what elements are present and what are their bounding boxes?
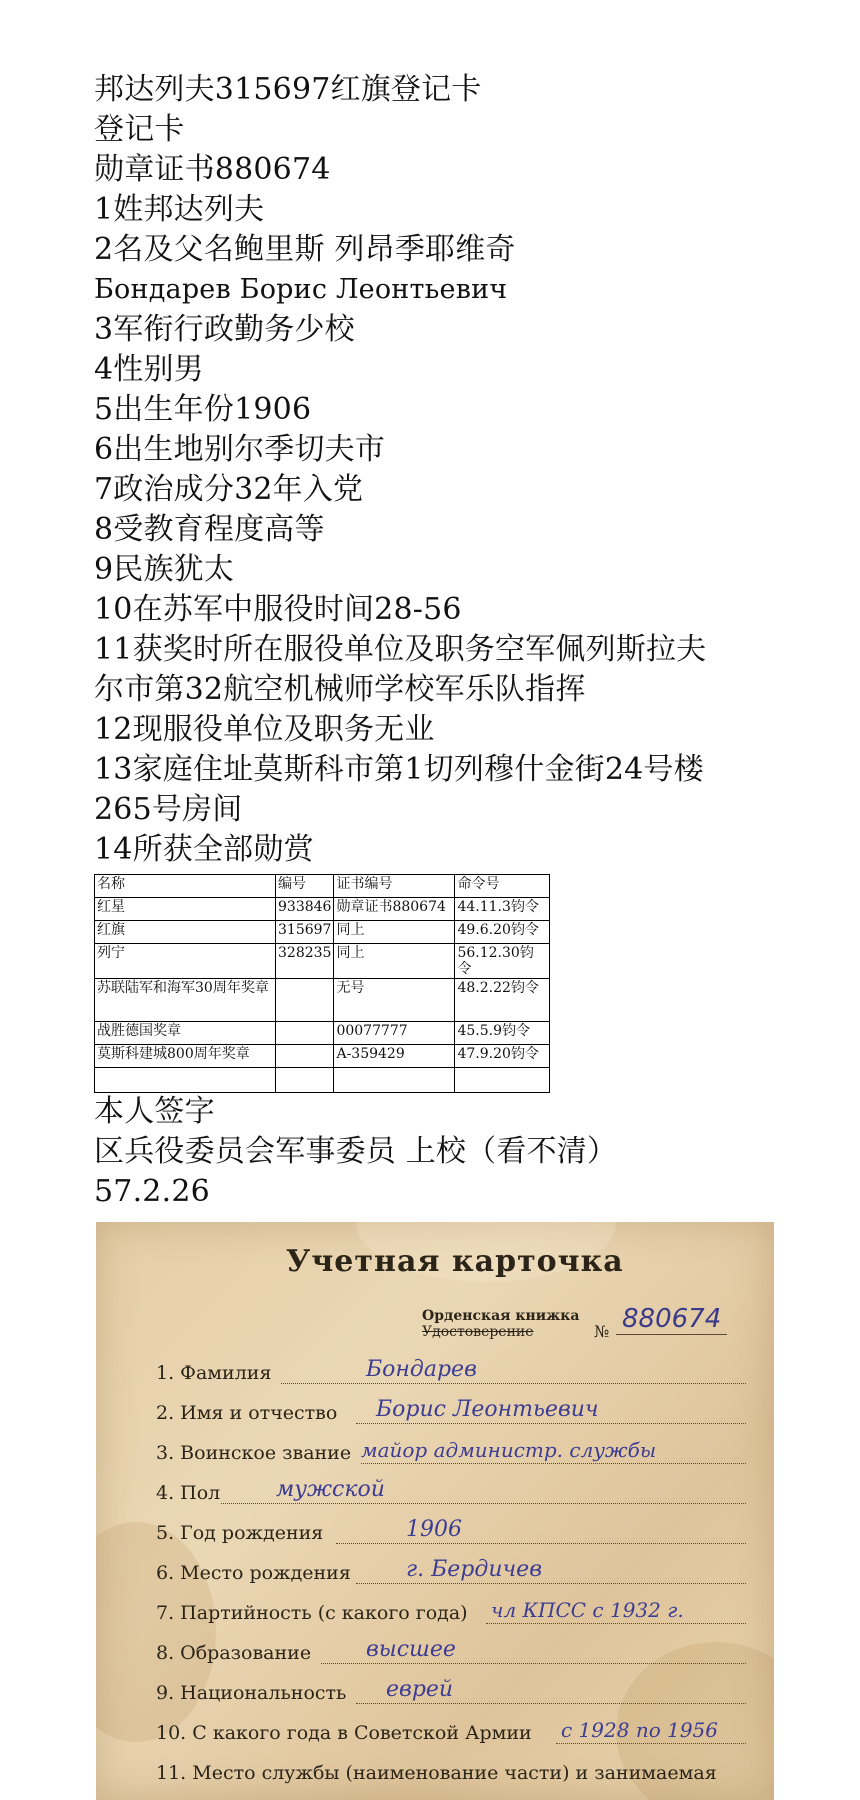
card-field (156, 1510, 756, 1550)
card-field-value: мужской (276, 1477, 385, 1502)
card-field (156, 1470, 756, 1510)
field-unit-at-award-cont: 尔市第32航空机械师学校军乐队指挥 (94, 672, 586, 707)
award-name: 战胜德国奖章 (95, 1022, 276, 1045)
header-certificate: 证书编号 (334, 875, 455, 898)
award-name: 红星 (95, 898, 276, 921)
card-field-value: 1906 (406, 1517, 462, 1542)
card-field-value: г. Бердичев (406, 1557, 542, 1582)
doc-title: 邦达列夫315697红旗登记卡 (94, 72, 482, 107)
field-surname: 1姓邦达列夫 (94, 192, 265, 227)
card-field-value: Бондарев (366, 1357, 477, 1382)
field-name: 2名及父名鲍里斯 列昂季耶维奇 (94, 232, 516, 267)
field-service-period: 10在苏军中服役时间28-56 (94, 592, 462, 627)
card-field-label: 2. Имя и отчество (156, 1402, 338, 1424)
table-row (95, 921, 550, 944)
award-number (276, 979, 334, 1022)
header-order: 命令号 (455, 875, 550, 898)
signature-block (94, 1092, 617, 1212)
card-heading: 登记卡 (94, 112, 185, 147)
card-field-label: 7. Партийность (с какого года) (156, 1602, 468, 1624)
table-header-row (95, 875, 550, 898)
signature-line: 本人签字 (94, 1094, 215, 1129)
card-field (156, 1590, 756, 1630)
translation-text (94, 70, 834, 870)
commissar-line: 区兵役委员会军事委员 上校（看不清） (94, 1134, 618, 1169)
award-number: 933846 (276, 898, 334, 921)
card-field-label: 5. Год рождения (156, 1522, 324, 1544)
award-order (455, 1068, 550, 1093)
award-certificate: 同上 (334, 921, 455, 944)
card-field-label: 10. С какого года в Советской Армии (156, 1722, 532, 1744)
field-birthplace: 6出生地别尔季切夫市 (94, 432, 386, 467)
card-field (156, 1390, 756, 1430)
field-education: 8受教育程度高等 (94, 512, 325, 547)
award-certificate: 勋章证书880674 (334, 898, 455, 921)
table-row (95, 1045, 550, 1068)
field-party: 7政治成分32年入党 (94, 472, 364, 507)
award-number (276, 1022, 334, 1045)
table-row (95, 1068, 550, 1093)
award-certificate: 00077777 (334, 1022, 455, 1045)
award-certificate: A-359429 (334, 1045, 455, 1068)
table-row (95, 944, 550, 979)
card-field (156, 1750, 756, 1790)
award-order: 56.12.30钧令 (455, 944, 550, 979)
book-label: Орденская книжка (422, 1308, 580, 1324)
card-field-value: Борис Леонтьевич (376, 1397, 599, 1422)
award-name: 列宁 (95, 944, 276, 979)
award-order: 49.6.20钧令 (455, 921, 550, 944)
date-line: 57.2.26 (94, 1174, 210, 1209)
awards-table (94, 874, 550, 1093)
award-order: 44.11.3钧令 (455, 898, 550, 921)
card-field-value: с 1928 по 1956 (561, 1718, 718, 1742)
field-current-unit: 12现服役单位及职务无业 (94, 712, 435, 747)
field-awards-heading: 14所获全部勋赏 (94, 832, 314, 867)
card-number-label: № (594, 1322, 610, 1341)
registration-card-photo (96, 1222, 774, 1800)
card-field-label: 8. Образование (156, 1642, 312, 1664)
card-field-value: еврей (386, 1677, 454, 1702)
book-label-struck: Удостоверение (422, 1324, 534, 1340)
field-birth-year: 5出生年份1906 (94, 392, 312, 427)
award-name: 莫斯科建城800周年奖章 (95, 1045, 276, 1068)
field-address: 13家庭住址莫斯科市第1切列穆什金街24号楼 (94, 752, 704, 787)
card-field (156, 1710, 756, 1750)
field-rank: 3军衔行政勤务少校 (94, 312, 355, 347)
award-certificate: 同上 (334, 944, 455, 979)
field-name-russian: Бондарев Борис Леонтьевич (94, 274, 508, 305)
card-field-value: высшее (366, 1637, 456, 1662)
card-title: Учетная карточка (286, 1244, 624, 1279)
award-order: 45.5.9钧令 (455, 1022, 550, 1045)
field-unit-at-award: 11获奖时所在服役单位及职务空军佩列斯拉夫 (94, 632, 707, 667)
award-order: 48.2.22钧令 (455, 979, 550, 1022)
certificate-line: 勋章证书880674 (94, 152, 331, 187)
field-nationality: 9民族犹太 (94, 552, 235, 587)
card-field-label: 11. Место службы (наименование части) и занимаемая (156, 1762, 717, 1784)
card-field (156, 1350, 756, 1390)
award-certificate (334, 1068, 455, 1093)
card-book-label (422, 1308, 579, 1340)
card-field-label: 1. Фамилия (156, 1362, 272, 1384)
table-row (95, 898, 550, 921)
award-name: 苏联陆军和海军30周年奖章 (95, 979, 276, 1022)
award-number (276, 1045, 334, 1068)
card-field-value: чл КПСС с 1932 г. (491, 1598, 684, 1622)
card-field (156, 1670, 756, 1710)
card-field (156, 1430, 756, 1470)
award-order: 47.9.20钧令 (455, 1045, 550, 1068)
card-field-label: 6. Место рождения (156, 1562, 351, 1584)
card-field-label: 3. Воинское звание (156, 1442, 352, 1464)
award-number: 328235 (276, 944, 334, 979)
card-number: 880674 (616, 1304, 727, 1335)
card-field-label: 4. Пол (156, 1482, 221, 1504)
field-address-cont: 265号房间 (94, 792, 243, 827)
award-number (276, 1068, 334, 1093)
award-name (95, 1068, 276, 1093)
award-number: 315697 (276, 921, 334, 944)
card-field-value: майор администр. службы (361, 1438, 657, 1462)
header-number: 编号 (276, 875, 334, 898)
card-field (156, 1630, 756, 1670)
table-row (95, 1022, 550, 1045)
table-row (95, 979, 550, 1022)
field-sex: 4性别男 (94, 352, 204, 387)
award-name: 红旗 (95, 921, 276, 944)
card-field (156, 1550, 756, 1590)
award-certificate: 无号 (334, 979, 455, 1022)
header-name: 名称 (95, 875, 276, 898)
card-field-label: 9. Национальность (156, 1682, 347, 1704)
